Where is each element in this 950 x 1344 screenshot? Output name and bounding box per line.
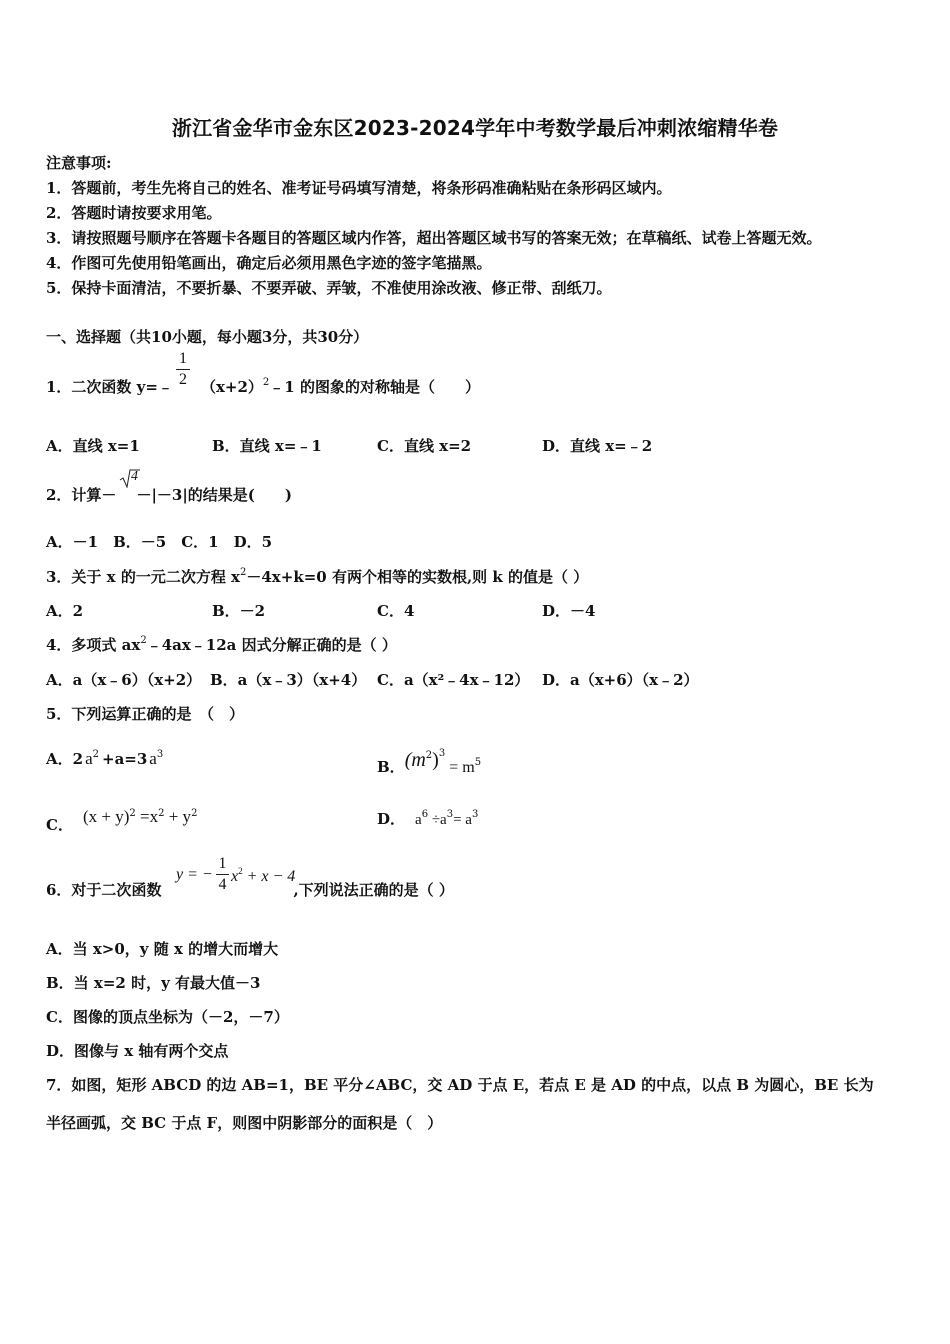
q5-d-result: = a [453, 812, 472, 828]
q5-b-outer-exp: 3 [438, 748, 446, 759]
q5-a-coef: 2 [72, 750, 84, 768]
notice-heading: 注意事项: [46, 154, 112, 172]
question-1-stem [46, 376, 480, 397]
question-4-stem [46, 634, 397, 655]
q6-option-b: B．当 x=2 时，y 有最大值－3 [46, 974, 261, 992]
q1-option-b: B．直线 x=﹣1 [212, 437, 322, 455]
q5-b-base: (m [404, 749, 426, 771]
q5-d-exp: 6 [421, 809, 429, 820]
q6-fraction-numerator: 1 [218, 855, 227, 872]
q1-fraction-denominator: 2 [179, 371, 187, 388]
notice-item: 5．保持卡面清洁，不要折暴、不要弄破、弄皱，不准使用涂改液、修正带、刮纸刀。 [46, 279, 612, 297]
q6-equation-rhs [231, 866, 295, 886]
notice-item: 1．答题前，考生先将自己的姓名、准考证号码填写清楚，将条形码准确粘贴在条形码区域内。 [46, 179, 672, 197]
q2-suffix: －|－3|的结果是( ) [136, 486, 292, 504]
q4-exponent: 2 [140, 635, 147, 646]
question-2-stem [46, 484, 292, 505]
q6-equation-lhs: y = − [176, 866, 213, 883]
q5-c-rhs-y-exp: 2 [191, 808, 198, 819]
q3-option-c: C．4 [377, 602, 415, 620]
q5-a-exp2: 3 [156, 749, 164, 760]
q3-text-b: －4x+k=0 有两个相等的实数根,则 k 的值是（ ） [246, 568, 589, 586]
q3-option-b: B．－2 [212, 602, 266, 620]
q3-exponent: 2 [240, 567, 247, 578]
q6-fraction [216, 855, 229, 894]
q6-option-a: A．当 x>0，y 随 x 的增大而增大 [46, 940, 279, 958]
q6-rhs-rest: + x − 4 [242, 868, 296, 885]
q5-option-a [46, 748, 163, 769]
q2-options: A．－1 B．－5 C．1 D．5 [46, 533, 273, 551]
question-7-line-1: 7．如图，矩形 ABCD 的边 AB=1，BE 平分∠ABC，交 AD 于点 E，若点 E 是 AD 的中点，以点 B 为圆心，BE 长为 [46, 1076, 874, 1094]
q1-suffix-a: （x+2） [200, 378, 263, 396]
q4-option-a: A．a（x﹣6）（x+2） [46, 671, 202, 689]
q1-fraction [176, 350, 190, 389]
q5-d-div-exp: 3 [446, 809, 454, 820]
q4-text-b: ﹣4ax﹣12a 因式分解正确的是（ ） [146, 636, 397, 654]
q5-a-base2: a [149, 749, 157, 768]
q1-option-a: A．直线 x=1 [46, 437, 140, 455]
q5-b-result: = m [445, 759, 475, 776]
q6-option-d: D．图像与 x 轴有两个交点 [46, 1042, 229, 1060]
q4-option-d: D．a（x+6）（x﹣2） [542, 671, 699, 689]
q1-prefix: 1．二次函数 y=﹣ [46, 378, 173, 396]
q4-option-b: B．a（x﹣3）（x+4） [210, 671, 367, 689]
q1-exponent: 2 [262, 377, 270, 388]
q6-prefix: 6．对于二次函数 [46, 881, 162, 899]
q1-fraction-numerator: 1 [179, 350, 187, 367]
q6-fraction-denominator: 4 [218, 876, 227, 893]
question-7-line-2: 半径画弧，交 BC 于点 F，则图中阴影部分的面积是（ ） [46, 1114, 443, 1132]
q5-c-label: C． [46, 816, 73, 834]
q5-b-paren: ) [432, 749, 439, 771]
q5-d-div: ÷a [428, 812, 447, 828]
q6-suffix: ,下列说法正确的是（ ） [293, 881, 454, 899]
q5-b-inner-exp: 2 [425, 750, 433, 761]
notice-item: 4．作图可先使用铅笔画出，确定后必须用黑色字迹的签字笔描黑。 [46, 254, 492, 272]
page-title: 浙江省金华市金东区2023-2024学年中考数学最后冲刺浓缩精华卷 [171, 116, 779, 140]
q3-text-a: 3．关于 x 的一元二次方程 x [46, 568, 240, 586]
q5-c-rhs-x: =x [135, 807, 159, 826]
q4-text-a: 4．多项式 ax [46, 636, 141, 654]
q5-b-label: B． [377, 758, 405, 776]
q3-option-a: A．2 [46, 602, 84, 620]
q1-option-c: C．直线 x=2 [377, 437, 472, 455]
q5-option-b [377, 748, 481, 778]
question-5-stem: 5．下列运算正确的是 （ ） [46, 705, 244, 723]
q5-c-lhs-exp: 2 [129, 808, 136, 819]
notice-item: 3．请按照题号顺序在答题卡各题目的答题区域内作答，超出答题区域书写的答案无效；在草稿纸、试卷上答题无效。 [46, 229, 822, 247]
q5-a-base: a [85, 749, 93, 768]
notice-item: 2．答题时请按要求用笔。 [46, 204, 222, 222]
question-3-stem [46, 566, 588, 587]
q2-prefix: 2．计算－ [46, 486, 117, 504]
q5-a-exp: 2 [92, 749, 99, 760]
section-heading: 一、选择题（共10小题，每小题3分，共30分） [46, 328, 369, 346]
q5-d-result-exp: 3 [471, 809, 479, 820]
q2-radicand: 4 [131, 469, 138, 484]
q5-b-result-exp: 5 [474, 757, 482, 768]
q5-option-d [377, 808, 478, 829]
q6-option-c: C．图像的顶点坐标为（－2，－7） [46, 1008, 289, 1026]
q5-c-rhs-x-exp: 2 [158, 808, 165, 819]
q3-option-d: D．－4 [542, 602, 596, 620]
q5-a-label: A． [46, 750, 73, 768]
q6-rhs-x: x [231, 868, 239, 885]
q1-suffix-b: ﹣1 的图象的对称轴是（ ） [269, 378, 480, 396]
q1-option-d: D．直线 x=﹣2 [542, 437, 653, 455]
q5-c-lhs: (x + y) [82, 807, 130, 826]
q5-d-base: a [415, 812, 422, 828]
q4-option-c: C．a（x²﹣4x﹣12） [377, 671, 530, 689]
q5-a-mid: +a=3 [102, 750, 148, 768]
q5-option-c [46, 808, 197, 835]
q6-rhs-exp: 2 [238, 866, 243, 876]
q5-d-label: D． [377, 810, 406, 828]
q5-c-rhs-y: + y [164, 807, 192, 826]
